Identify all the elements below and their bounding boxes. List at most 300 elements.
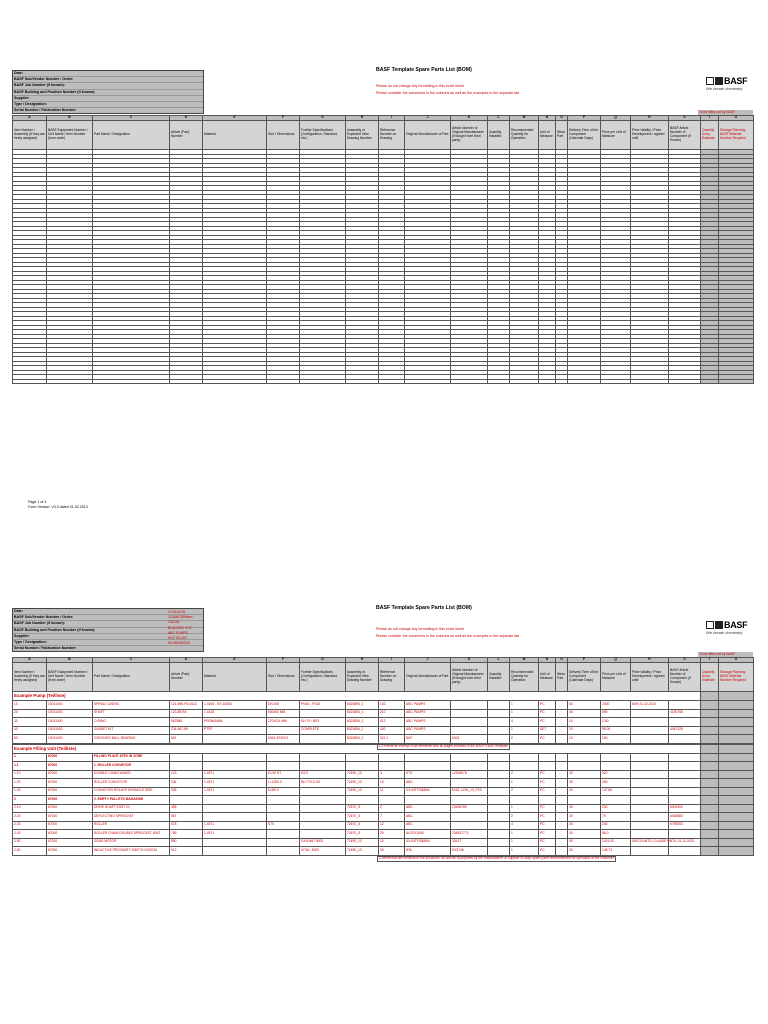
table-cell[interactable]: 10: [568, 735, 601, 744]
table-cell[interactable]: GROOVED BALL BEARING: [93, 735, 170, 744]
table-cell[interactable]: 67000: [47, 779, 93, 788]
table-cell[interactable]: [300, 813, 346, 822]
table-cell[interactable]: [701, 701, 719, 710]
table-cell[interactable]: 10011000: [47, 718, 93, 727]
table-cell[interactable]: 10: [568, 718, 601, 727]
table-cell[interactable]: [267, 796, 300, 805]
table-cell[interactable]: 1.30: [13, 787, 47, 796]
table-cell[interactable]: [451, 821, 488, 830]
table-cell[interactable]: [556, 379, 568, 384]
table-cell[interactable]: [488, 779, 510, 788]
table-cell[interactable]: 1. ROLLER CONVEYOR: [93, 762, 170, 771]
table-cell[interactable]: 2: [13, 796, 47, 805]
table-cell[interactable]: ABC PUMPS: [405, 709, 451, 718]
table-cell[interactable]: [701, 379, 719, 384]
table-cell[interactable]: 1: [510, 779, 539, 788]
table-cell[interactable]: [601, 379, 631, 384]
table-cell[interactable]: 1.4571: [203, 779, 267, 788]
table-cell[interactable]: 4: [510, 718, 539, 727]
table-cell[interactable]: [701, 709, 719, 718]
table-cell[interactable]: [669, 762, 701, 771]
table-cell[interactable]: [556, 787, 568, 796]
table-cell[interactable]: 6795393: [669, 821, 701, 830]
table-cell[interactable]: [719, 779, 754, 788]
table-cell[interactable]: [601, 753, 631, 762]
table-cell[interactable]: [539, 762, 556, 771]
table-cell[interactable]: [669, 779, 701, 788]
table-cell[interactable]: SH 70 / BS3: [300, 718, 346, 727]
table-cell[interactable]: [300, 762, 346, 771]
table-cell[interactable]: 2.10: [13, 804, 47, 813]
table-cell[interactable]: 72670_S: [346, 813, 379, 822]
table-cell[interactable]: [267, 838, 300, 847]
table-cell[interactable]: 12345678: [451, 770, 488, 779]
table-cell[interactable]: 30: [568, 813, 601, 822]
table-cell[interactable]: ROLLER CONVEYOR: [93, 779, 170, 788]
table-cell[interactable]: [539, 379, 556, 384]
table-cell[interactable]: 121-896-FN-5112: [170, 701, 203, 710]
table-cell[interactable]: [719, 770, 754, 779]
table-cell[interactable]: [669, 787, 701, 796]
table-cell[interactable]: 1: [510, 709, 539, 718]
table-cell[interactable]: [405, 796, 451, 805]
table-cell[interactable]: [631, 709, 669, 718]
table-cell[interactable]: 30: [568, 821, 601, 830]
table-cell[interactable]: [170, 796, 203, 805]
table-cell[interactable]: 234: [170, 779, 203, 788]
table-cell[interactable]: 245: [601, 821, 631, 830]
table-cell[interactable]: [488, 796, 510, 805]
table-cell[interactable]: 667: [170, 735, 203, 744]
table-cell[interactable]: [451, 762, 488, 771]
table-cell[interactable]: [379, 796, 405, 805]
table-cell[interactable]: [669, 796, 701, 805]
table-cell[interactable]: 30: [568, 804, 601, 813]
table-cell[interactable]: [701, 753, 719, 762]
table-cell[interactable]: [701, 779, 719, 788]
table-cell[interactable]: [346, 379, 379, 384]
table-cell[interactable]: [719, 847, 754, 856]
table-cell[interactable]: [488, 753, 510, 762]
table-cell[interactable]: O-RING: [93, 718, 170, 727]
table-cell[interactable]: [631, 379, 669, 384]
table-cell[interactable]: DOUBLE CHAIN WHEEL: [93, 770, 170, 779]
table-cell[interactable]: 10: [13, 701, 47, 710]
table-cell[interactable]: [300, 787, 346, 796]
table-cell[interactable]: [719, 821, 754, 830]
table-cell[interactable]: [701, 821, 719, 830]
table-cell[interactable]: [300, 709, 346, 718]
table-cell[interactable]: 2. EMPTY PALLETS MAGAZINE: [93, 796, 170, 805]
table-cell[interactable]: 456: [170, 804, 203, 813]
table-cell[interactable]: [346, 753, 379, 762]
table-cell[interactable]: 412: [379, 718, 405, 727]
table-cell[interactable]: PC: [539, 804, 556, 813]
table-cell[interactable]: [203, 762, 267, 771]
table-cell[interactable]: [346, 762, 379, 771]
table-cell[interactable]: 56.0: [601, 830, 631, 839]
table-cell[interactable]: XX-INTFG88M4: [405, 838, 451, 847]
table-cell[interactable]: [556, 821, 568, 830]
table-cell[interactable]: [556, 718, 568, 727]
table-cell[interactable]: [556, 796, 568, 805]
table-cell[interactable]: ROLLER: [93, 821, 170, 830]
table-cell[interactable]: [267, 762, 300, 771]
table-cell[interactable]: [379, 753, 405, 762]
table-cell[interactable]: 67000: [47, 813, 93, 822]
table-cell[interactable]: 4: [510, 821, 539, 830]
table-cell[interactable]: 148.73: [601, 847, 631, 856]
table-cell[interactable]: [405, 762, 451, 771]
table-cell[interactable]: [203, 735, 267, 744]
table-cell[interactable]: [631, 847, 669, 856]
table-cell[interactable]: 98.00: [601, 726, 631, 735]
table-cell[interactable]: 150: [601, 735, 631, 744]
table-cell[interactable]: 147.80: [601, 787, 631, 796]
table-cell[interactable]: 6463583: [669, 813, 701, 822]
table-cell[interactable]: 1: [13, 753, 47, 762]
table-cell[interactable]: [719, 787, 754, 796]
table-cell[interactable]: 67000: [47, 821, 93, 830]
table-cell[interactable]: 8023896_1: [346, 735, 379, 744]
table-cell[interactable]: [203, 753, 267, 762]
table-cell[interactable]: 678: [170, 821, 203, 830]
table-cell[interactable]: [719, 753, 754, 762]
table-cell[interactable]: 2: [510, 813, 539, 822]
table-cell[interactable]: 123-897NI: [170, 709, 203, 718]
table-cell[interactable]: IFM: [405, 847, 451, 856]
table-cell[interactable]: ABC: [405, 813, 451, 822]
table-cell[interactable]: ABC PUMPS: [405, 718, 451, 727]
table-cell[interactable]: [556, 762, 568, 771]
table-cell[interactable]: 30: [13, 718, 47, 727]
table-cell[interactable]: 6324-2RS/C3: [267, 735, 300, 744]
table-cell[interactable]: 8023896_1: [346, 726, 379, 735]
table-cell[interactable]: D=89.0: [267, 787, 300, 796]
table-cell[interactable]: [701, 726, 719, 735]
table-cell[interactable]: 67000: [47, 762, 93, 771]
table-cell[interactable]: [719, 830, 754, 839]
table-cell[interactable]: 72670_S: [346, 804, 379, 813]
table-cell[interactable]: 2: [510, 770, 539, 779]
table-cell[interactable]: 567888: [170, 718, 203, 727]
table-cell[interactable]: [510, 796, 539, 805]
table-cell[interactable]: ABC PUMPS: [405, 701, 451, 710]
table-cell[interactable]: 321.1: [379, 735, 405, 744]
table-cell[interactable]: 60% 31.12.2014: [631, 701, 669, 710]
table-cell[interactable]: DEFLECTING SPROCKET: [93, 813, 170, 822]
table-cell[interactable]: [488, 830, 510, 839]
table-cell[interactable]: [405, 379, 451, 384]
table-cell[interactable]: PC: [539, 701, 556, 710]
table-cell[interactable]: 8023896_1: [346, 718, 379, 727]
table-cell[interactable]: PC: [539, 718, 556, 727]
table-cell[interactable]: 30: [568, 779, 601, 788]
table-cell[interactable]: PC: [539, 770, 556, 779]
table-cell[interactable]: GK5 M87 0000: [300, 838, 346, 847]
table-cell[interactable]: [631, 753, 669, 762]
table-cell[interactable]: 567: [170, 813, 203, 822]
table-cell[interactable]: 1.20: [13, 779, 47, 788]
table-cell[interactable]: 1: [510, 838, 539, 847]
table-cell[interactable]: 30: [568, 830, 601, 839]
table-cell[interactable]: 10: [568, 726, 601, 735]
table-cell[interactable]: [719, 709, 754, 718]
table-cell[interactable]: 67000: [47, 830, 93, 839]
table-cell[interactable]: 67000: [47, 753, 93, 762]
table-cell[interactable]: [556, 726, 568, 735]
table-cell[interactable]: [556, 770, 568, 779]
table-cell[interactable]: [451, 718, 488, 727]
table-cell[interactable]: 2.20: [13, 813, 47, 822]
table-cell[interactable]: 72490_13: [346, 770, 379, 779]
table-cell[interactable]: 4190758: [669, 709, 701, 718]
table-cell[interactable]: PC: [539, 735, 556, 744]
table-cell[interactable]: [170, 379, 203, 384]
table-cell[interactable]: 1.4418: [203, 709, 267, 718]
table-cell[interactable]: 79: [601, 813, 631, 822]
table-cell[interactable]: 8023896_1: [346, 701, 379, 710]
table-cell[interactable]: [488, 726, 510, 735]
table-cell[interactable]: 45: [568, 838, 601, 847]
table-cell[interactable]: [300, 804, 346, 813]
table-cell[interactable]: 72490_13: [346, 838, 379, 847]
table-cell[interactable]: DS/1: [300, 770, 346, 779]
table-cell[interactable]: 2.60: [13, 847, 47, 856]
table-cell[interactable]: INDUCTIVE PROXIMITY SWITCH D20CM: [93, 847, 170, 856]
table-cell[interactable]: 234537773: [451, 830, 488, 839]
table-cell[interactable]: [556, 813, 568, 822]
table-cell[interactable]: [488, 804, 510, 813]
table-cell[interactable]: [346, 796, 379, 805]
table-cell[interactable]: 30: [568, 847, 601, 856]
table-cell[interactable]: [267, 830, 300, 839]
table-cell[interactable]: GASKET KIT: [93, 726, 170, 735]
table-cell[interactable]: PC: [539, 830, 556, 839]
table-cell[interactable]: 1: [510, 847, 539, 856]
table-cell[interactable]: D=30 HT: [267, 770, 300, 779]
table-cell[interactable]: [701, 796, 719, 805]
table-cell[interactable]: [601, 796, 631, 805]
table-cell[interactable]: 1.4571: [203, 787, 267, 796]
table-cell[interactable]: GEAR MOTOR: [93, 838, 170, 847]
table-cell[interactable]: 320: [601, 770, 631, 779]
table-cell[interactable]: [451, 701, 488, 710]
table-cell[interactable]: [379, 379, 405, 384]
table-cell[interactable]: [488, 762, 510, 771]
table-cell[interactable]: [300, 821, 346, 830]
table-cell[interactable]: [488, 821, 510, 830]
table-cell[interactable]: [631, 787, 669, 796]
table-cell[interactable]: 102: [379, 701, 405, 710]
table-cell[interactable]: 67000: [47, 847, 93, 856]
table-cell[interactable]: 7: [379, 813, 405, 822]
table-cell[interactable]: [719, 726, 754, 735]
table-cell[interactable]: 30: [568, 770, 601, 779]
table-cell[interactable]: [556, 709, 568, 718]
table-cell[interactable]: [601, 762, 631, 771]
table-cell[interactable]: [701, 787, 719, 796]
table-cell[interactable]: [631, 813, 669, 822]
table-cell[interactable]: [701, 813, 719, 822]
table-cell[interactable]: [267, 813, 300, 822]
table-cell[interactable]: [669, 770, 701, 779]
table-cell[interactable]: [669, 718, 701, 727]
table-cell[interactable]: KTX: [405, 770, 451, 779]
table-cell[interactable]: [170, 753, 203, 762]
table-cell[interactable]: SET: [539, 726, 556, 735]
table-cell[interactable]: 270X3.5 MM: [267, 718, 300, 727]
table-cell[interactable]: [556, 804, 568, 813]
table-cell[interactable]: [451, 796, 488, 805]
table-cell[interactable]: 2.40: [13, 830, 47, 839]
table-cell[interactable]: [719, 718, 754, 727]
table-cell[interactable]: 1.4571: [203, 830, 267, 839]
table-cell[interactable]: 2.30: [13, 821, 47, 830]
table-cell[interactable]: [451, 726, 488, 735]
table-cell[interactable]: [47, 379, 93, 384]
table-cell[interactable]: 1.4408 - EN 10283: [203, 701, 267, 710]
table-cell[interactable]: 10: [379, 838, 405, 847]
table-cell[interactable]: PN16 - PS20: [300, 701, 346, 710]
table-cell[interactable]: 10011000: [47, 709, 93, 718]
table-cell[interactable]: DISCOUNTS, CLAUSE UNTIL 31.12.2022: [631, 838, 669, 847]
table-cell[interactable]: [556, 701, 568, 710]
table-cell[interactable]: [488, 718, 510, 727]
table-cell[interactable]: 72670_S: [346, 821, 379, 830]
table-cell[interactable]: 1.10: [13, 770, 47, 779]
table-cell[interactable]: [93, 379, 170, 384]
table-cell[interactable]: 8023896_1: [346, 709, 379, 718]
table-cell[interactable]: 912: [170, 847, 203, 856]
table-cell[interactable]: [510, 762, 539, 771]
table-cell[interactable]: [300, 735, 346, 744]
table-cell[interactable]: 1: [510, 830, 539, 839]
table-cell[interactable]: ABC: [405, 804, 451, 813]
table-cell[interactable]: [631, 779, 669, 788]
table-cell[interactable]: 30: [379, 847, 405, 856]
table-cell[interactable]: PC: [539, 787, 556, 796]
table-cell[interactable]: [701, 847, 719, 856]
table-cell[interactable]: 2: [510, 735, 539, 744]
table-cell[interactable]: 72490_13: [346, 847, 379, 856]
table-cell[interactable]: [568, 762, 601, 771]
table-cell[interactable]: [267, 753, 300, 762]
table-cell[interactable]: [170, 762, 203, 771]
table-cell[interactable]: 895: [601, 709, 631, 718]
table-cell[interactable]: [719, 735, 754, 744]
table-cell[interactable]: [203, 838, 267, 847]
table-cell[interactable]: [631, 821, 669, 830]
table-cell[interactable]: SHAFT: [93, 709, 170, 718]
table-cell[interactable]: 1: [510, 804, 539, 813]
table-cell[interactable]: [669, 735, 701, 744]
table-cell[interactable]: [719, 701, 754, 710]
table-cell[interactable]: PC: [539, 821, 556, 830]
table-cell[interactable]: ABC PUMPS: [405, 726, 451, 735]
table-cell[interactable]: [631, 830, 669, 839]
table-cell[interactable]: FILLING PLANT ATEX IN ZONE: [93, 753, 170, 762]
table-cell[interactable]: PTFE: [203, 726, 267, 735]
table-cell[interactable]: 800x50 MM: [267, 709, 300, 718]
table-cell[interactable]: [451, 379, 488, 384]
table-cell[interactable]: [488, 770, 510, 779]
table-cell[interactable]: [488, 735, 510, 744]
table-cell[interactable]: [488, 709, 510, 718]
table-cell[interactable]: [203, 796, 267, 805]
table-cell[interactable]: [568, 379, 601, 384]
table-cell[interactable]: [669, 830, 701, 839]
table-cell[interactable]: ENG. 1234_13_P23: [451, 787, 488, 796]
table-cell[interactable]: [568, 796, 601, 805]
table-cell[interactable]: VITAL: 5325: [300, 847, 346, 856]
table-cell[interactable]: CONVEYOR ROLLER W/SINGLE SIDE: [93, 787, 170, 796]
table-cell[interactable]: [379, 762, 405, 771]
table-cell[interactable]: [556, 847, 568, 856]
table-cell[interactable]: [203, 847, 267, 856]
table-cell[interactable]: [631, 804, 669, 813]
table-cell[interactable]: [510, 379, 539, 384]
table-cell[interactable]: 2.80: [601, 718, 631, 727]
table-cell[interactable]: [451, 709, 488, 718]
table-cell[interactable]: [701, 838, 719, 847]
table-cell[interactable]: 33417: [451, 838, 488, 847]
table-cell[interactable]: COMPLETE: [300, 726, 346, 735]
table-cell[interactable]: 1431.00: [601, 838, 631, 847]
table-cell[interactable]: 20: [379, 830, 405, 839]
table-cell[interactable]: [719, 838, 754, 847]
table-cell[interactable]: 72490_13: [346, 787, 379, 796]
table-cell[interactable]: 12: [379, 821, 405, 830]
table-cell[interactable]: 10011000: [47, 701, 93, 710]
table-cell[interactable]: S70: [267, 821, 300, 830]
table-cell[interactable]: 230: [601, 804, 631, 813]
table-cell[interactable]: PC: [539, 709, 556, 718]
table-cell[interactable]: [631, 718, 669, 727]
table-cell[interactable]: [669, 379, 701, 384]
table-cell[interactable]: [631, 796, 669, 805]
table-cell[interactable]: [539, 796, 556, 805]
table-cell[interactable]: 6324: [451, 735, 488, 744]
table-cell[interactable]: XX-INTFG88M4: [405, 787, 451, 796]
table-cell[interactable]: 67000: [47, 770, 93, 779]
table-cell[interactable]: 20: [13, 709, 47, 718]
table-cell[interactable]: [556, 779, 568, 788]
table-cell[interactable]: [701, 830, 719, 839]
table-cell[interactable]: 67000: [47, 838, 93, 847]
table-cell[interactable]: PERBUNAN: [203, 718, 267, 727]
table-cell[interactable]: [300, 379, 346, 384]
table-cell[interactable]: [669, 701, 701, 710]
table-cell[interactable]: [719, 796, 754, 805]
table-cell[interactable]: [267, 847, 300, 856]
table-cell[interactable]: [203, 813, 267, 822]
table-cell[interactable]: [631, 726, 669, 735]
table-cell[interactable]: 67000: [47, 804, 93, 813]
table-cell[interactable]: [701, 735, 719, 744]
table-cell[interactable]: 789: [170, 830, 203, 839]
table-cell[interactable]: [631, 770, 669, 779]
table-cell[interactable]: [267, 804, 300, 813]
table-cell[interactable]: 490: [601, 779, 631, 788]
table-cell[interactable]: [451, 753, 488, 762]
table-cell[interactable]: [719, 804, 754, 813]
table-cell[interactable]: 50: [13, 735, 47, 744]
table-cell[interactable]: PC: [539, 813, 556, 822]
table-cell[interactable]: [203, 804, 267, 813]
table-cell[interactable]: 2.50: [13, 838, 47, 847]
table-cell[interactable]: 1.1: [13, 762, 47, 771]
